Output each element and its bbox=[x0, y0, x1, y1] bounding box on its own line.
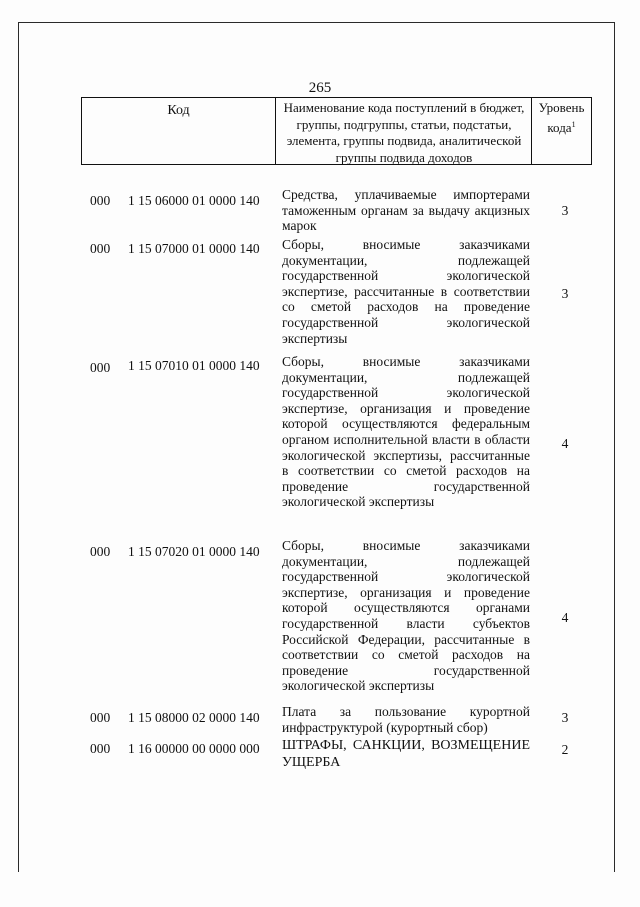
row-level: 4 bbox=[561, 610, 569, 625]
header-level bbox=[532, 100, 591, 136]
row-description: Сборы, вносимые заказчиками документации, подлежащей государственной экологической экспертизе, рассчитанные в соответствии со сметой расходов на проведение государственной экологической экспертизы bbox=[282, 237, 530, 346]
row-budget-code: 1 15 07000 01 0000 140 bbox=[128, 241, 260, 256]
row-budget-code: 1 15 07010 01 0000 140 bbox=[128, 358, 260, 373]
header-level-footnote: 1 bbox=[571, 119, 576, 129]
row-admin-code: 000 bbox=[90, 360, 111, 375]
row-level: 3 bbox=[561, 710, 569, 725]
row-description: Сборы, вносимые заказчиками документации, подлежащей государственной экологической экспертизе, организация и проведение которой осуществляются федеральным органом исполнительной власти в области экологической экспертизы, рассчитанные в соответствии со сметой расходов на проведение государственной экологической экспертизы bbox=[282, 354, 530, 510]
row-description: ШТРАФЫ, САНКЦИИ, ВОЗМЕЩЕНИЕ УЩЕРБА bbox=[282, 738, 530, 770]
header-rule-divider-1 bbox=[275, 97, 276, 165]
row-admin-code: 000 bbox=[90, 544, 111, 559]
row-budget-code: 1 16 00000 00 0000 000 bbox=[128, 741, 260, 756]
row-description: Сборы, вносимые заказчиками документации, подлежащей государственной экологической экспертизе, организация и проведение которой осуществляются органами государственной власти субъектов Российской Федерации, рассчитанные в соответствии со сметой расходов на проведение государственной экологической экспертизы bbox=[282, 538, 530, 694]
row-admin-code: 000 bbox=[90, 710, 111, 725]
row-level: 3 bbox=[561, 286, 569, 301]
page-number: 265 bbox=[308, 80, 332, 96]
row-level: 2 bbox=[561, 742, 569, 757]
scan-border-left bbox=[18, 22, 19, 872]
scan-border-top bbox=[18, 22, 614, 23]
row-budget-code: 1 15 06000 01 0000 140 bbox=[128, 193, 260, 208]
row-admin-code: 000 bbox=[90, 741, 111, 756]
header-rule-right bbox=[591, 97, 592, 165]
header-rule-top bbox=[81, 97, 592, 98]
row-description: Плата за пользование курортной инфраструктурой (курортный сбор) bbox=[282, 704, 530, 735]
header-code: Код bbox=[167, 103, 190, 118]
table-header bbox=[81, 97, 592, 165]
header-name: Наименование кода поступлений в бюджет, группы, подгруппы, статьи, подстатьи, элемента, группы подвида, аналитической группы подвида доходов bbox=[283, 100, 525, 165]
row-budget-code: 1 15 07020 01 0000 140 bbox=[128, 544, 260, 559]
row-description: Средства, уплачиваемые импортерами таможенным органам за выдачу акцизных марок bbox=[282, 187, 530, 234]
row-budget-code: 1 15 08000 02 0000 140 bbox=[128, 710, 260, 725]
scan-border-right bbox=[614, 22, 615, 872]
row-admin-code: 000 bbox=[90, 241, 111, 256]
header-level-label: Уровень кода bbox=[538, 100, 585, 135]
row-level: 4 bbox=[561, 436, 569, 451]
row-level: 3 bbox=[561, 203, 569, 218]
row-admin-code: 000 bbox=[90, 193, 111, 208]
